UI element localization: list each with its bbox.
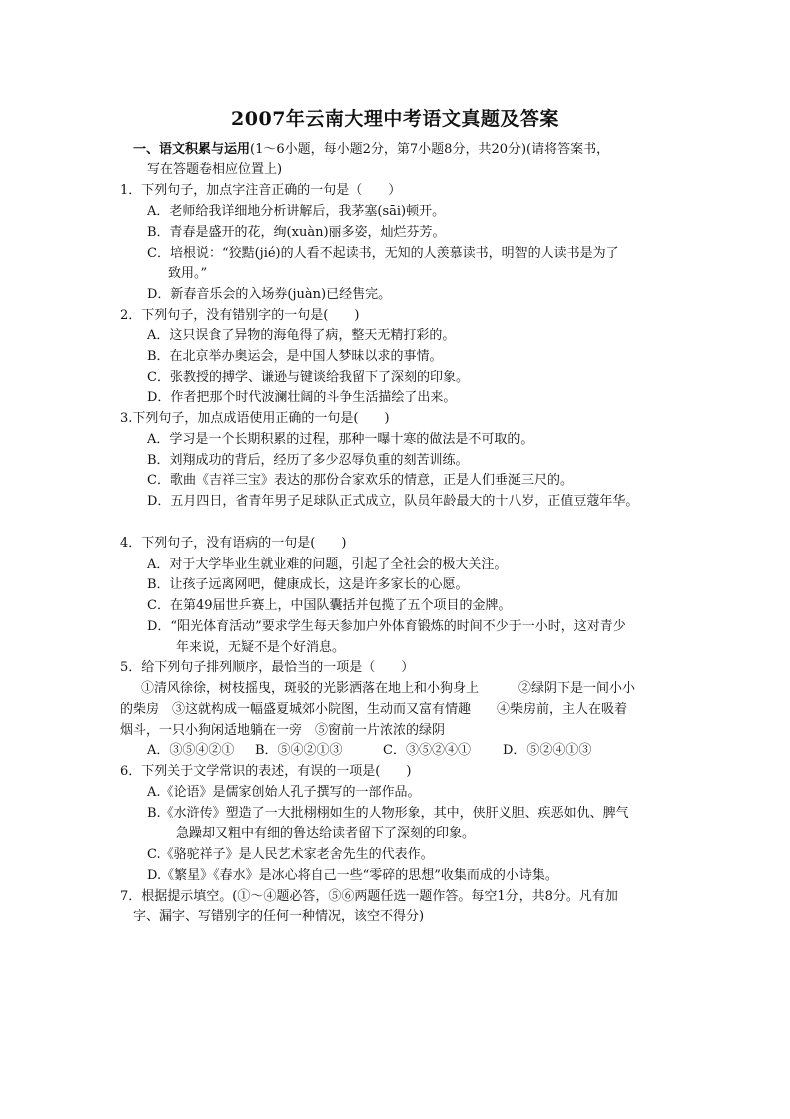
question-7-stem: 7．根据提示填空。(①～④题必答，⑤⑥两题任选一题作答。每空1分，共8分。凡有加 xyxy=(120,889,618,904)
question-2-option-c: C．张教授的搏学、谦逊与键谈给我留下了深刻的印象。 xyxy=(147,370,469,385)
section-description: (1～6小题，每小题2分，第7小题8分，共20分)(请将答案书， xyxy=(250,142,610,157)
question-4-option-c: C．在第49届世乒赛上，中国队囊括并包揽了五个项目的金牌。 xyxy=(147,598,512,613)
question-5-sentences-line-1: ①清风徐徐，树枝摇曳，斑驳的光影洒落在地上和小狗身上 ②绿阴下是一间小小 xyxy=(141,681,636,696)
question-4-option-d: D．“阳光体育活动”要求学生每天参加户外体育锻炼的时间不少于一小时，这对青少 xyxy=(147,619,626,634)
question-5-option-a: A．③⑤④②① xyxy=(147,743,235,758)
question-4-option-d-cont: 年来说，无疑不是个好消息。 xyxy=(176,640,346,655)
question-6-option-b-cont: 急躁却又粗中有细的鲁达给读者留下了深刻的印象。 xyxy=(176,826,476,841)
question-4-option-a: A．对于大学毕业生就业难的问题，引起了全社会的极大关注。 xyxy=(147,557,508,572)
question-4-option-b: B．让孩子远离网吧，健康成长，这是许多家长的心愿。 xyxy=(147,577,469,592)
question-1-option-b: B．青春是盛开的花，绚(xuàn)丽多姿，灿烂芬芳。 xyxy=(147,225,446,240)
question-5-option-b: B．⑤④②①③ xyxy=(255,743,343,758)
question-1-option-d: D．新春音乐会的入场券(juàn)已经售完。 xyxy=(147,287,392,302)
question-7-stem-cont: 字、漏字、写错别字的任何一种情况，该空不得分) xyxy=(133,909,425,924)
section-heading-line xyxy=(133,142,609,158)
question-2-option-a: A．这只误食了异物的海龟得了病，整天无精打彩的。 xyxy=(147,328,456,343)
question-1-option-c: C．培根说：“狡黠(jié)的人看不起读书，无知的人羡慕读书，明智的人读书是为了 xyxy=(147,246,619,261)
question-5-options xyxy=(147,743,591,759)
question-2-option-b: B．在北京举办奥运会，是中国人梦昧以求的事情。 xyxy=(147,349,443,364)
section-description-cont: 写在答题卷相应位置上) xyxy=(147,162,283,177)
question-6-option-a: A.《论语》是儒家创始人孔子撰写的一部作品。 xyxy=(147,785,421,800)
question-4-stem: 4．下列句子，没有语病的一句是( ) xyxy=(120,536,347,551)
question-3-option-d: D．五月四日，省青年男子足球队正式成立，队员年龄最大的十八岁，正值豆蔻年华。 xyxy=(147,494,639,509)
section-heading: 一、语文积累与运用 xyxy=(133,142,251,157)
question-5-sentences-line-3: 烟斗，一只小狗闲适地躺在一旁 ⑤窗前一片浓浓的绿阴 xyxy=(120,723,446,738)
question-3-option-a: A．学习是一个长期积累的过程，那种一曝十寒的做法是不可取的。 xyxy=(147,432,534,447)
page-title: 2007年云南大理中考语文真题及答案 xyxy=(231,108,559,130)
question-5-stem: 5．给下列句子排列顺序，最恰当的一项是（ ） xyxy=(120,660,415,675)
question-5-option-c: C．③⑤②④① xyxy=(383,743,471,758)
question-6-stem: 6．下列关于文学常识的表述，有误的一项是( ) xyxy=(120,764,412,779)
question-3-option-c: C．歌曲《吉祥三宝》表达的那份合家欢乐的情意，正是人们垂涎三尺的。 xyxy=(147,473,573,488)
question-2-stem: 2．下列句子，没有错别字的一句是( ) xyxy=(120,308,360,323)
question-6-option-b: B.《水浒传》塑造了一大批栩栩如生的人物形象，其中，侠肝义胆、疾恶如仇、脾气 xyxy=(147,806,629,821)
question-1-option-a: A．老师给我详细地分析讲解后，我茅塞(sāi)顿开。 xyxy=(147,204,446,219)
question-6-option-c: C.《骆驼祥子》是人民艺术家老舍先生的代表作。 xyxy=(147,847,434,862)
question-6-option-d: D.《繁星》《春水》是冰心将自己一些“零碎的思想”收集而成的小诗集。 xyxy=(147,868,558,883)
question-2-option-d: D．作者把那个时代波澜壮阔的斗争生活描绘了出来。 xyxy=(147,390,457,405)
question-5-sentences-line-2: 的柴房 ③这就构成一幅盛夏城郊小院图，生动而又富有情趣 ④柴房前，主人在吸着 xyxy=(120,702,628,717)
question-1-stem: 1．下列句子，加点字注音正确的一句是（ ） xyxy=(120,183,402,198)
question-1-option-c-cont: 致用。” xyxy=(168,266,208,281)
question-5-option-d: D．⑤②④①③ xyxy=(503,743,592,758)
question-3-option-b: B．刘翔成功的背后，经历了多少忍辱负重的刻苦训练。 xyxy=(147,453,469,468)
question-3-stem: 3.下列句子，加点成语使用正确的一句是( ) xyxy=(120,411,390,426)
